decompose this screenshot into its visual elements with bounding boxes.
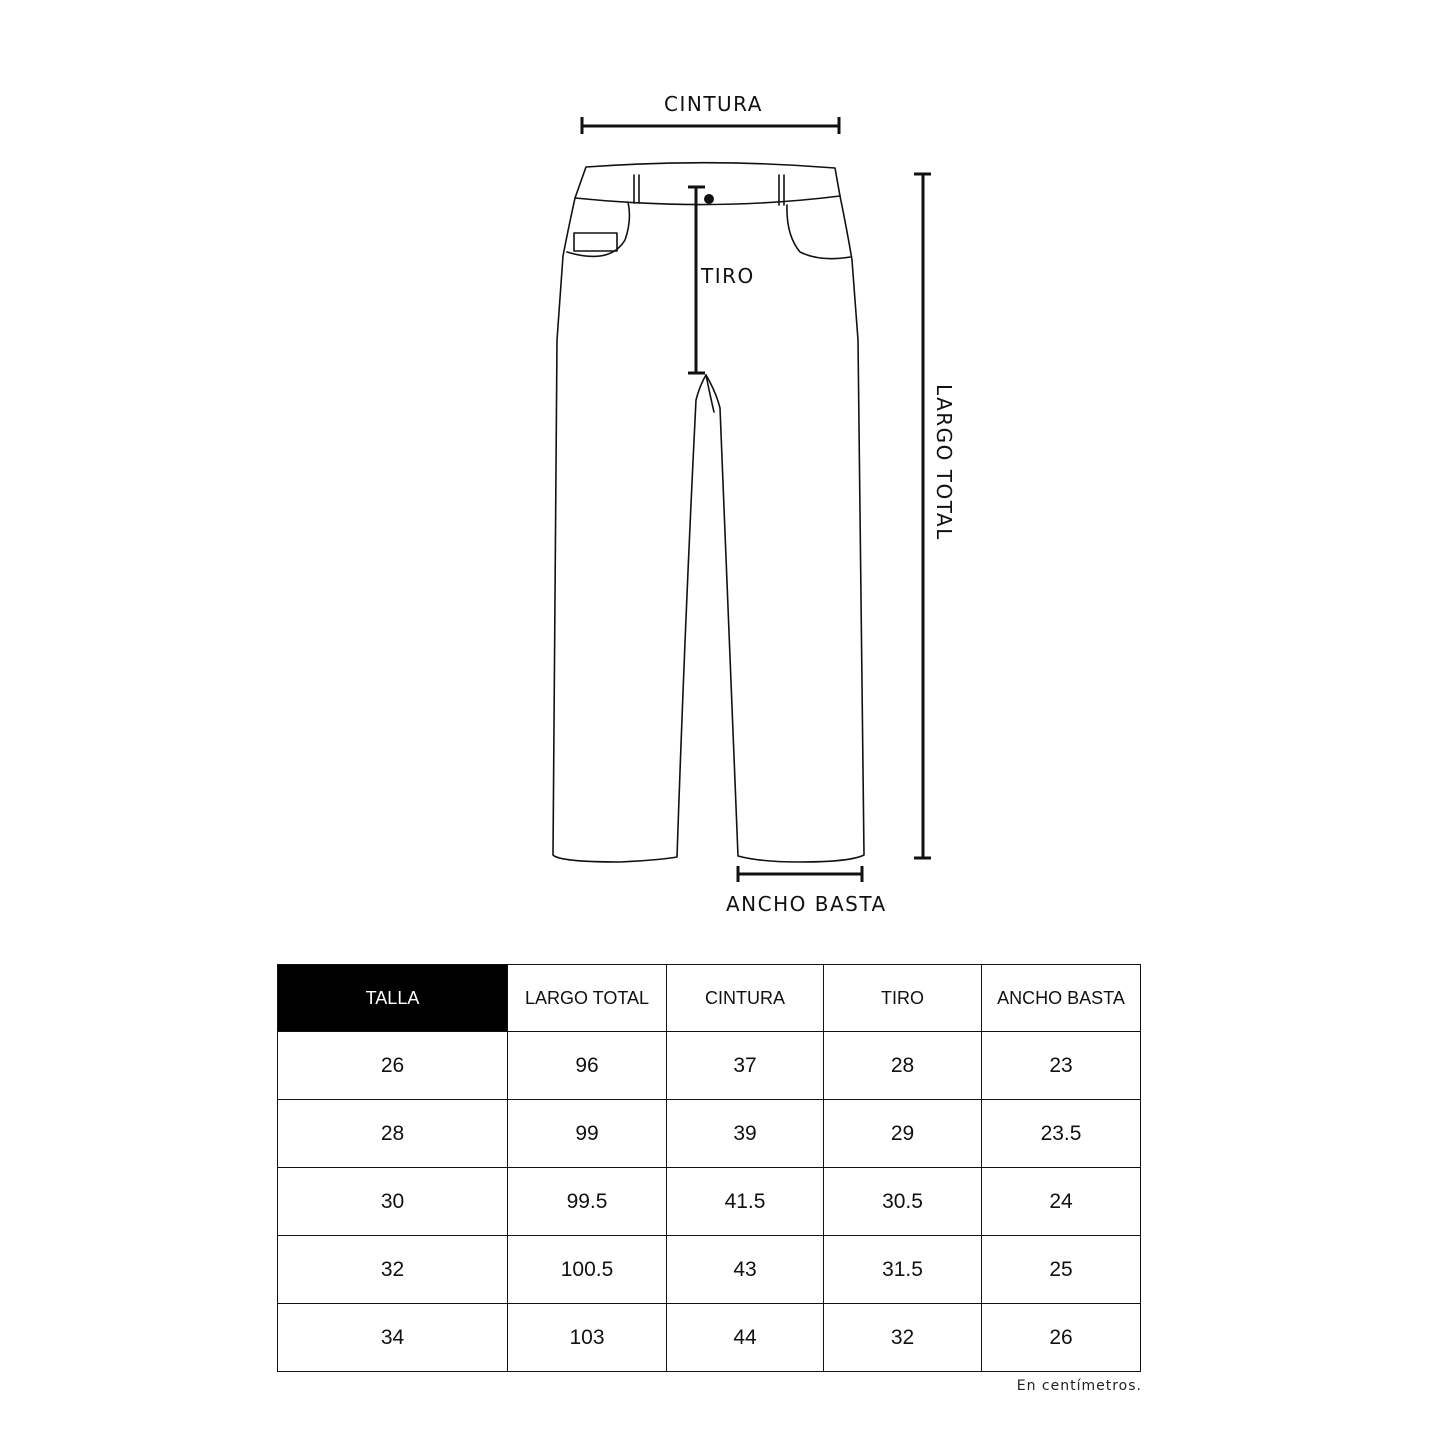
table-cell: 43 <box>667 1236 824 1304</box>
table-row <box>278 1236 1141 1304</box>
left-leg-outline <box>553 198 706 862</box>
table-cell: 26 <box>278 1032 508 1100</box>
table-cell: 100.5 <box>508 1236 667 1304</box>
header-tiro: TIRO <box>824 965 982 1032</box>
cintura-label: CINTURA <box>664 92 763 116</box>
table-cell: 23 <box>982 1032 1141 1100</box>
largo-total-label: LARGO TOTAL <box>932 384 956 541</box>
table-row <box>278 1032 1141 1100</box>
table-cell: 28 <box>824 1032 982 1100</box>
table-cell: 30 <box>278 1168 508 1236</box>
button <box>704 194 714 204</box>
table-cell: 99.5 <box>508 1168 667 1236</box>
table-row <box>278 1168 1141 1236</box>
table-cell: 44 <box>667 1304 824 1372</box>
table-cell: 103 <box>508 1304 667 1372</box>
right-pocket <box>787 205 850 259</box>
table-cell: 32 <box>824 1304 982 1372</box>
right-leg-outline <box>706 196 864 862</box>
table-cell: 41.5 <box>667 1168 824 1236</box>
table-cell: 26 <box>982 1304 1141 1372</box>
ancho-basta-measure-line <box>738 866 862 882</box>
cintura-measure-line <box>582 117 839 134</box>
table-row <box>278 1100 1141 1168</box>
belt-loop-right <box>779 175 784 205</box>
table-cell: 34 <box>278 1304 508 1372</box>
largo-total-measure-line <box>914 174 931 858</box>
table-row <box>278 1304 1141 1372</box>
table-cell: 31.5 <box>824 1236 982 1304</box>
size-table <box>277 964 1141 1372</box>
table-cell: 24 <box>982 1168 1141 1236</box>
header-ancho-basta: ANCHO BASTA <box>982 965 1141 1032</box>
table-header-row <box>278 965 1141 1032</box>
coin-pocket <box>574 233 617 251</box>
header-cintura: CINTURA <box>667 965 824 1032</box>
table-cell: 30.5 <box>824 1168 982 1236</box>
table-cell: 37 <box>667 1032 824 1100</box>
tiro-label: TIRO <box>701 264 755 288</box>
table-cell: 99 <box>508 1100 667 1168</box>
header-largo-total: LARGO TOTAL <box>508 965 667 1032</box>
units-note: En centímetros. <box>1016 1378 1142 1394</box>
table-cell: 39 <box>667 1100 824 1168</box>
header-talla: TALLA <box>278 965 508 1032</box>
belt-loop-left <box>634 175 639 203</box>
table-cell: 23.5 <box>982 1100 1141 1168</box>
table-cell: 28 <box>278 1100 508 1168</box>
ancho-basta-label: ANCHO BASTA <box>726 892 887 916</box>
table-cell: 32 <box>278 1236 508 1304</box>
left-pocket <box>567 202 629 256</box>
table-cell: 25 <box>982 1236 1141 1304</box>
table-cell: 96 <box>508 1032 667 1100</box>
table-cell: 29 <box>824 1100 982 1168</box>
